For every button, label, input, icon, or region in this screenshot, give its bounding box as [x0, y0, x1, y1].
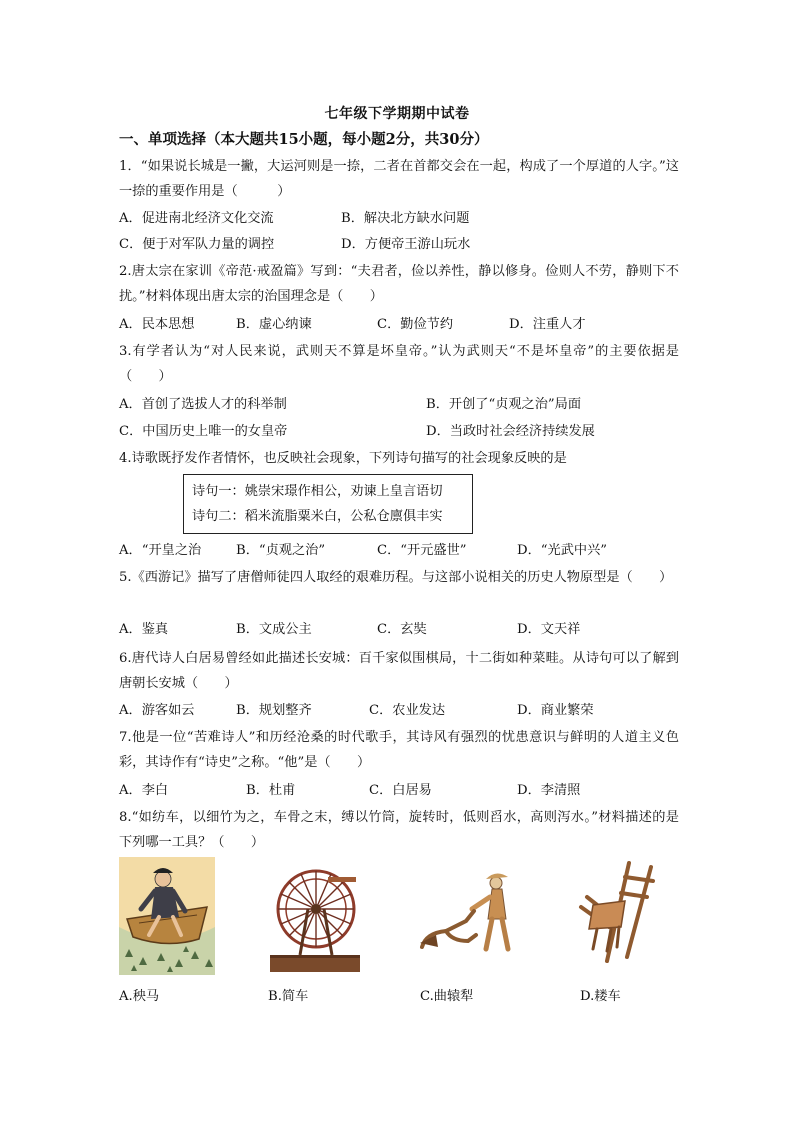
option-c: C．中国历史上唯一的女皇帝: [119, 424, 288, 439]
option-c: C．玄奘: [377, 622, 427, 637]
question-1-options-row-1: [119, 206, 679, 231]
question-1: 1．“如果说长城是一撇，大运河则是一捺，二者在首都交会在一起，构成了一个厚道的人字。”这一捺的重要作用是（ ）: [119, 159, 679, 199]
option-a: A．游客如云: [119, 703, 195, 718]
option-b: B．文成公主: [236, 622, 312, 637]
question-8: 8.“如纺车，以细竹为之，车骨之末，缚以竹筒，旋转时，低则舀水，高则泻水。”材料描述的是下列哪一工具？（ ）: [119, 810, 679, 850]
option-b: B．虚心纳谏: [236, 317, 312, 332]
question-5: 5.《西游记》描写了唐僧师徒四人取经的艰难历程。与这部小说相关的历史人物原型是（ ）: [119, 570, 673, 585]
question-4: 4.诗歌既抒发作者情怀，也反映社会现象，下列诗句描写的社会现象反映的是: [119, 451, 567, 466]
page-title: 七年级下学期期中试卷: [324, 106, 470, 122]
option-a: A．首创了选拔人才的科举制: [119, 397, 287, 412]
option-d: D．李清照: [517, 783, 581, 798]
question-5-options: [119, 617, 679, 642]
option-d: D．“光武中兴”: [517, 543, 607, 558]
option-b: B．规划整齐: [236, 703, 312, 718]
option-a: A．鉴真: [119, 622, 169, 637]
curved-shaft-plow-image: [416, 857, 532, 957]
question-3-options-row-2: [119, 419, 679, 444]
option-b: B．杜甫: [246, 783, 296, 798]
option-c: C．便于对军队力量的调控: [119, 237, 275, 252]
option-d: D．方便帝王游山玩水: [341, 237, 471, 252]
question-6: 6.唐代诗人白居易曾经如此描述长安城：百千家似围棋局，十二街如种菜畦。从诗句可以了解到唐朝长安城（ ）: [119, 651, 679, 691]
question-6-options: [119, 698, 679, 723]
option-a: A．“开皇之治: [119, 543, 202, 558]
option-b-caption: B.简车: [268, 989, 309, 1004]
option-c-caption: C.曲辕犁: [420, 989, 474, 1004]
question-4-options: [119, 538, 679, 563]
option-c: C．勤俭节约: [377, 317, 454, 332]
yangma-rice-seedling-horse-image: [119, 857, 215, 975]
option-b: B．“贞观之治”: [236, 543, 326, 558]
option-c: C．农业发达: [369, 703, 446, 718]
poem-line-2: 诗句二：稻米流脂粟米白，公私仓廪俱丰实: [192, 509, 443, 524]
option-d: D．文天祥: [517, 622, 581, 637]
question-7-options: [119, 778, 679, 803]
option-a: A．民本思想: [119, 317, 195, 332]
option-a: A．促进南北经济文化交流: [119, 211, 274, 226]
question-7: 7.他是一位“苦难诗人”和历经沧桑的时代歌手，其诗风有强烈的忧患意识与鲜明的人道主义色彩，其诗作有“诗史”之称。“他”是（ ）: [119, 730, 679, 770]
poem-line-1: 诗句一：姚崇宋璟作相公，劝谏上皇言语切: [192, 484, 443, 499]
option-a: A．李白: [119, 783, 169, 798]
option-d: D．当政时社会经济持续发展: [426, 424, 595, 439]
waterwheel-image: [270, 857, 360, 972]
question-2-options: [119, 312, 679, 337]
question-3-options-row-1: [119, 392, 679, 417]
section-heading: 一、单项选择（本大题共15小题，每小题2分，共30分）: [119, 131, 489, 148]
option-d: D．注重人才: [509, 317, 586, 332]
option-d-caption: D.耧车: [580, 989, 621, 1004]
option-b: B．解决北方缺水问题: [341, 211, 470, 226]
question-3: 3.有学者认为“对人民来说，武则天不算是坏皇帝。”认为武则天“不是坏皇帝”的主要依据是（ ）: [119, 344, 679, 384]
option-a-caption: A.秧马: [119, 989, 160, 1004]
poem-box: [183, 474, 473, 534]
question-1-options-row-2: [119, 232, 679, 257]
option-c: C．白居易: [369, 783, 432, 798]
question-2: 2.唐太宗在家训《帝范·戒盈篇》写到：“夫君者，俭以养性，静以修身。俭则人不劳，静则下不扰。”材料体现出唐太宗的治国理念是（ ）: [119, 264, 679, 304]
option-b: B．开创了“贞观之治”局面: [426, 397, 582, 412]
option-d: D．商业繁荣: [517, 703, 594, 718]
seed-drill-image: [567, 857, 665, 969]
option-c: C．“开元盛世”: [377, 543, 467, 558]
